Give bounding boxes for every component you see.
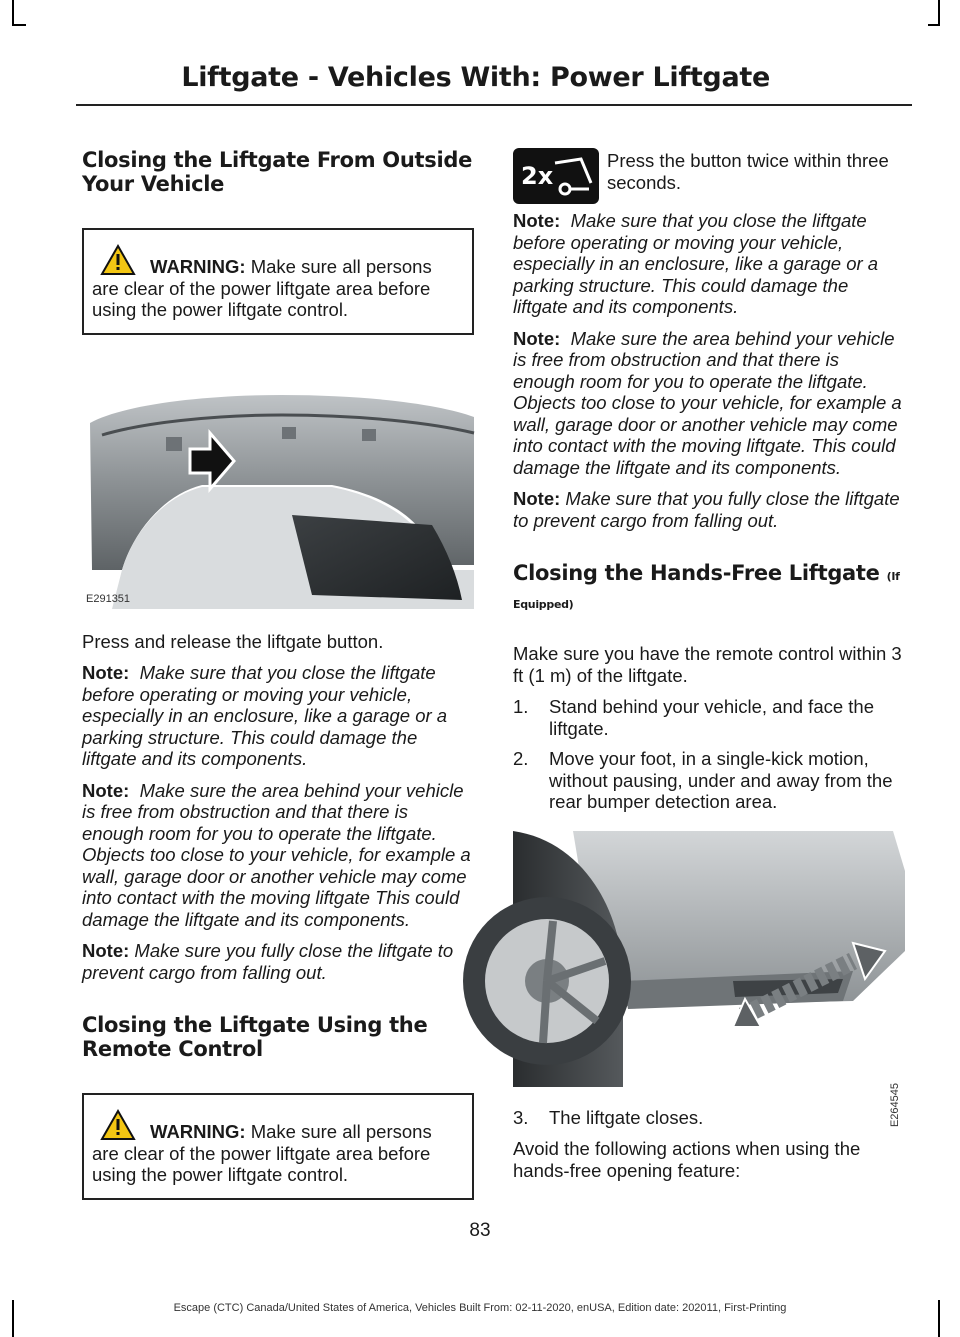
section-heading: Closing the Liftgate Using the Remote Control: [82, 1013, 428, 1061]
figure-code: E264545: [889, 1082, 901, 1127]
note: [513, 210, 905, 318]
note: [513, 488, 905, 531]
warning-text: Make sure all persons are clear of the power liftgate area before using the power liftgate control.: [92, 1121, 432, 1185]
note-text: Make sure that you fully close the liftgate to prevent cargo from falling out.: [513, 488, 900, 531]
step-number: 2.: [513, 748, 529, 769]
note-label: Note:: [82, 940, 130, 961]
warning-box: [82, 228, 474, 335]
icon-text: Press the button twice within three seconds.: [607, 150, 889, 193]
warning-label: WARNING:: [150, 1121, 246, 1142]
step-number: 3.: [513, 1106, 529, 1128]
note: [82, 940, 474, 983]
section-heading: [513, 561, 905, 617]
icon-label: 2x: [521, 162, 554, 190]
list-item: [513, 748, 905, 813]
note-label: Note:: [513, 488, 561, 509]
list-item: [513, 696, 905, 739]
heading-text: Closing the Hands-Free Liftgate: [513, 561, 880, 585]
rear-bumper-illustration: [513, 831, 905, 1087]
header-rule: [76, 104, 912, 106]
note-label: Note:: [513, 210, 561, 231]
page-number: 83: [469, 1220, 491, 1241]
note: [82, 662, 474, 770]
note-label: Note:: [82, 662, 130, 683]
step-number: 1.: [513, 696, 529, 717]
warning-label: WARNING:: [150, 256, 246, 277]
note-text: Make sure that you close the liftgate before operating or moving your vehicle, especially in an enclosure, like a garage or a parking structure. This could damage the liftgate and its components.: [513, 210, 879, 317]
step-text: Stand behind your vehicle, and face the liftgate.: [549, 696, 875, 739]
right-column: [513, 148, 905, 1181]
note-label: Note:: [82, 779, 130, 801]
warning-text: Make sure all persons are clear of the power liftgate area before using the power liftgate control.: [92, 256, 432, 320]
note-text: Make sure the area behind your vehicle is free from obstruction and that there is enough room for you to operate the liftgate. Objects too close to your vehicle, for example a wall, garage door or another vehicle may come into contact with the moving liftgate This could damage the liftgate and its components.: [82, 779, 471, 930]
warning-box: [82, 1093, 474, 1200]
note-label: Note:: [513, 327, 561, 349]
note: [82, 780, 474, 931]
crop-mark: [928, 24, 940, 26]
liftgate-underside-illustration: [82, 365, 474, 609]
step-list: [513, 1107, 905, 1129]
crop-mark: [12, 0, 14, 24]
step-list: [513, 696, 905, 813]
crop-mark: [12, 24, 26, 26]
note-text: Make sure the area behind your vehicle is free from obstruction and that there is enough room for you to operate the liftgate. Objects too close to your vehicle, for example a wall, garage door or another vehicle may come into contact with the moving liftgate. This could damage the liftgate and its components.: [513, 327, 902, 478]
section-heading: Closing the Liftgate From Outside Your Vehicle: [82, 148, 473, 196]
note-text: Make sure that you close the liftgate before operating or moving your vehicle, especially in an enclosure, like a garage or a parking structure. This could damage the liftgate and its components.: [82, 662, 448, 769]
step-text: Move your foot, in a single-kick motion, without pausing, under and away from the rear bumper detection area.: [549, 748, 893, 812]
warning-triangle-icon: [100, 244, 136, 276]
footer-text: Escape (CTC) Canada/United States of America, Vehicles Built From: 02-11-2020, enUSA, Edition date: 202011, First-Printing: [173, 1302, 787, 1314]
warning-triangle-icon: [100, 1109, 136, 1141]
liftgate-button-figure: [82, 365, 474, 609]
outro-text: Avoid the following actions when using the hands-free opening feature:: [513, 1138, 861, 1181]
step-text: The liftgate closes.: [549, 1106, 704, 1128]
running-title: Liftgate - Vehicles With: Power Liftgate: [181, 62, 770, 93]
note: [513, 328, 905, 479]
instruction-text: Press and release the liftgate button.: [82, 630, 384, 652]
figure-code: E291351: [86, 592, 131, 605]
crop-mark: [938, 0, 940, 24]
note-text: Make sure you fully close the liftgate to prevent cargo from falling out.: [82, 940, 454, 983]
heading-suffix: (If Equipped): [513, 570, 900, 611]
list-item: [513, 1107, 905, 1129]
left-column: [82, 148, 474, 1200]
liftgate-open-icon: [551, 153, 597, 199]
liftgate-2x-icon: [513, 148, 599, 204]
icon-instruction: [513, 148, 905, 210]
intro-text: Make sure you have the remote control within 3 ft (1 m) of the liftgate.: [513, 643, 902, 686]
